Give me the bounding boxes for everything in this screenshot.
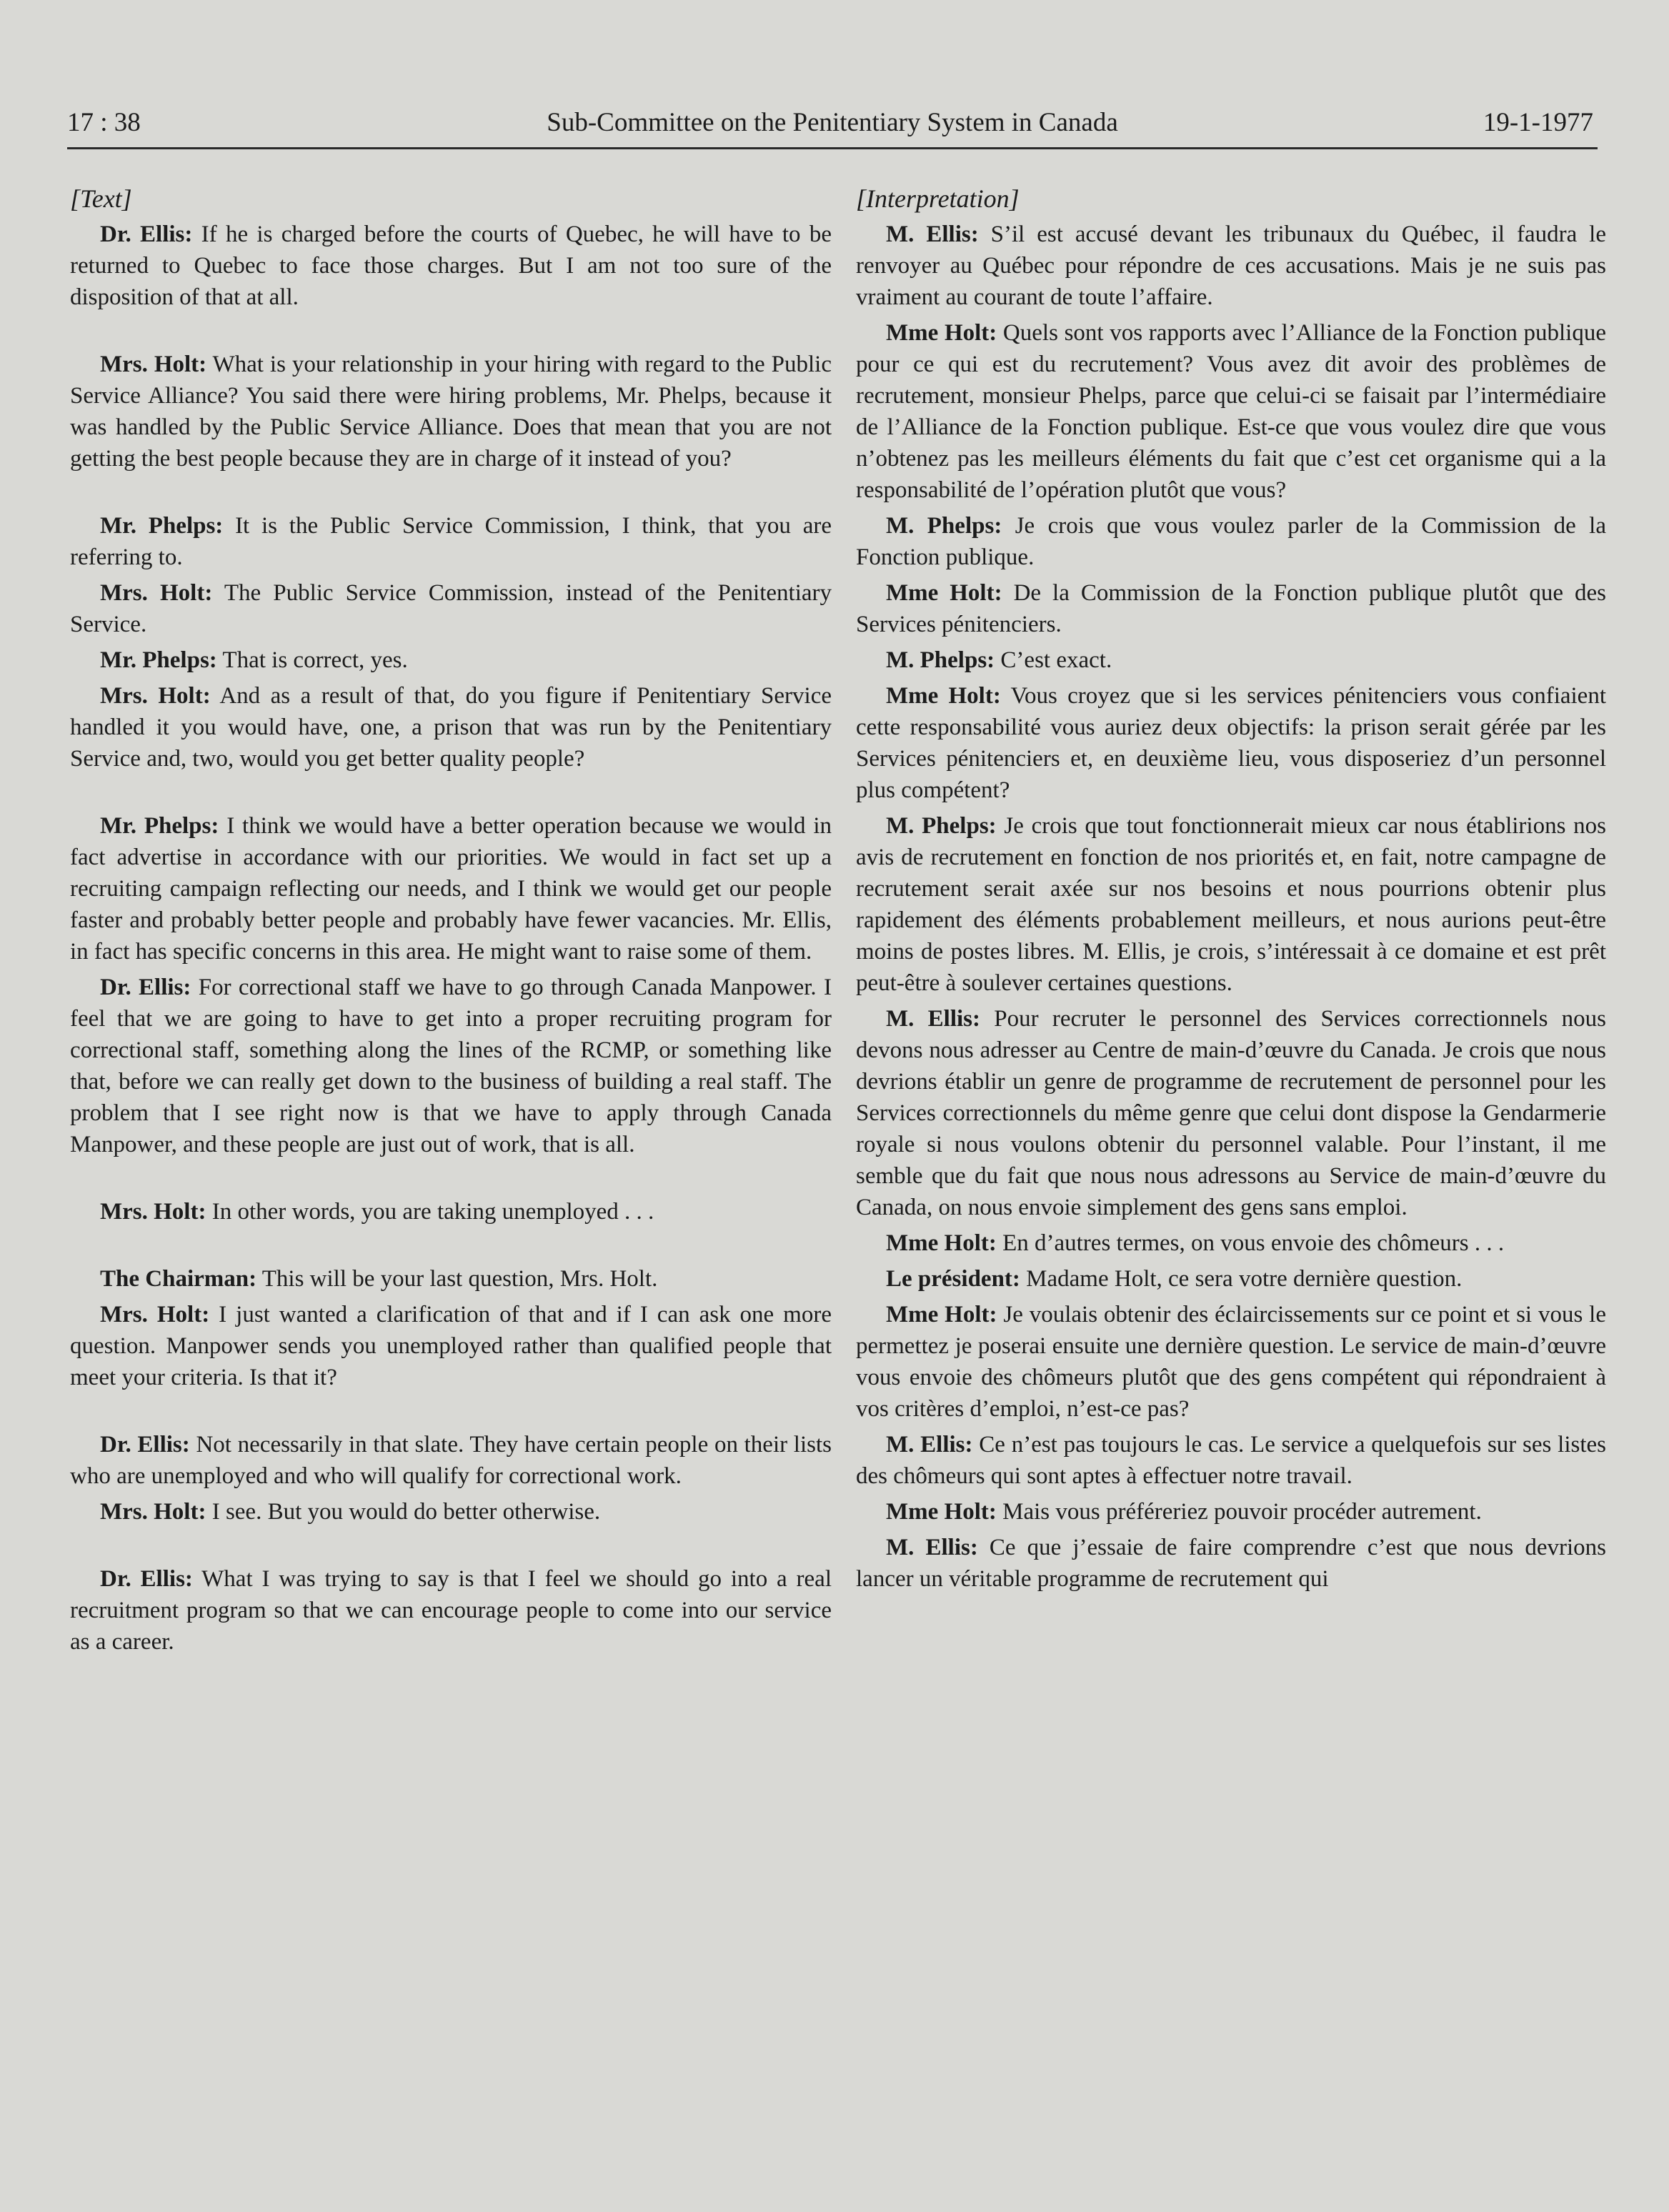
transcript-paragraph [856, 680, 1606, 806]
transcript-paragraph [70, 680, 832, 774]
speaker-name: Mme Holt: [886, 580, 1002, 606]
speech-text: De la Commission de la Fonction publique plutôt que des Services pénitenciers. [856, 580, 1606, 637]
transcript-paragraph [70, 1563, 832, 1658]
transcript-paragraph [70, 810, 832, 967]
speech-text: Je crois que vous voulez parler de la Commission de la Fonction publique. [856, 513, 1606, 570]
section-tag: [Text] [70, 184, 132, 213]
speech-text: If he is charged before the courts of Quebec, he will have to be returned to Quebec to face those charges. But I am not too sure of the disposition of that at all. [70, 221, 832, 310]
speech-text: Madame Holt, ce sera votre dernière question. [1020, 1266, 1463, 1292]
section-tag: [Interpretation] [856, 184, 1020, 213]
speech-text: Vous croyez que si les services pénitenciers vous confiaient cette responsabilité vous auriez deux objectifs: la prison serait gérée par les Services pénitenciers et, en deuxième lieu, vous disposeriez d’un personnel plus compétent? [856, 683, 1606, 803]
transcript-paragraph [856, 317, 1606, 506]
speaker-name: Mme Holt: [886, 320, 997, 346]
speech-text: Mais vous préféreriez pouvoir procéder autrement. [996, 1499, 1482, 1525]
speaker-name: M. Phelps: [886, 513, 1002, 539]
speaker-name: M. Phelps: [886, 647, 995, 673]
speech-text: Pour recruter le personnel des Services correctionnels nous devons nous adresser au Centre de main-d’œuvre du Canada. Je crois que nous devrions établir un genre de programme de recrutement de personnel pour les Services correctionnels du même genre que celui dont dispose la Gendarmerie royale si nous voulons obtenir du personnel valable. Pour l’instant, il me semble que du fait que nous nous adressons au Service de main-d’œuvre du Canada, on nous envoie simplement des gens sans emploi. [856, 1006, 1606, 1220]
transcript-paragraph [856, 810, 1606, 999]
speaker-name: M. Phelps: [886, 813, 997, 839]
header-title: Sub-Committee on the Penitentiary System in Canada [547, 108, 1118, 137]
transcript-paragraph [856, 1227, 1606, 1259]
speaker-name: Mme Holt: [886, 1230, 997, 1256]
transcript-paragraph [70, 644, 832, 676]
speaker-name: Mrs. Holt: [100, 683, 211, 709]
speaker-name: M. Ellis: [886, 221, 979, 247]
speech-text: For correctional staff we have to go through Canada Manpower. I feel that we are going to have to get into a proper recruiting program for correctional staff, something along the lines of the RCMP, or something like that, before we can really get down to the business of building a real staff. The problem that I see right now is that we have to apply through Canada Manpower, and these people are just out of work, that is all. [70, 975, 832, 1157]
page-number: 17 : 38 [67, 108, 141, 137]
transcript-paragraph [856, 577, 1606, 640]
transcript-paragraph [856, 1299, 1606, 1425]
speech-text: C’est exact. [995, 647, 1112, 673]
transcript-paragraph [856, 510, 1606, 573]
speech-text: That is correct, yes. [216, 647, 408, 673]
transcript-paragraph [856, 1429, 1606, 1492]
speaker-name: Dr. Ellis: [100, 975, 191, 1000]
speaker-name: M. Ellis: [886, 1006, 980, 1032]
speaker-name: Mrs. Holt: [100, 1199, 206, 1225]
speech-text: And as a result of that, do you figure if Penitentiary Service handled it you would have, one, a prison that was run by the Penitentiary Service and, two, would you get better quality people? [70, 683, 832, 772]
speaker-name: Mme Holt: [886, 1302, 997, 1327]
speaker-name: Mme Holt: [886, 1499, 997, 1525]
speech-text: The Public Service Commission, instead of the Penitentiary Service. [70, 580, 832, 637]
speech-text: Je crois que tout fonctionnerait mieux car nous établirions nos avis de recrutement en fonction de nos priorités et, en fait, notre campagne de recrutement serait axée sur nos besoins et nous pourrions obtenir plus rapidement des éléments probablement meilleurs, et nous aurions peut-être moins de postes libres. M. Ellis, je crois, s’intéressait à ce domaine et est prêt peut-être à soulever certaines questions. [856, 813, 1606, 996]
transcript-paragraph [70, 1196, 832, 1227]
speaker-name: Mrs. Holt: [100, 1302, 210, 1327]
speaker-name: Mr. Phelps: [100, 513, 224, 539]
speaker-name: Mrs. Holt: [100, 352, 207, 377]
speech-text: I just wanted a clarification of that and if I can ask one more question. Manpower sends you unemployed rather than qualified people that meet your criteria. Is that it? [70, 1302, 832, 1390]
speaker-name: Mme Holt: [886, 683, 1001, 709]
speech-text: What is your relationship in your hiring with regard to the Public Service Alliance? You said there were hiring problems, Mr. Phelps, because it was handled by the Public Service Alliance. Does that mean that you are not getting the best people because they are in charge of it instead of you? [70, 352, 832, 472]
transcript-paragraph [70, 1263, 832, 1295]
transcript-paragraph [856, 1532, 1606, 1595]
speech-text: En d’autres termes, on vous envoie des chômeurs . . . [996, 1230, 1505, 1256]
speech-text: I think we would have a better operation because we would in fact advertise in accordance with our priorities. We would in fact set up a recruiting campaign reflecting our needs, and I think we would get our people faster and probably better people and probably have fewer vacancies. Mr. Ellis, in fact has specific concerns in this area. He might want to raise some of them. [70, 813, 832, 965]
speech-text: Je voulais obtenir des éclaircissements sur ce point et si vous le permettez je poserai ensuite une dernière question. Le service de main-d’œuvre vous envoie des chômeurs plutôt que des gens compétent qui répondraient à vos critères d’emploi, n’est-ce pas? [856, 1302, 1606, 1422]
header-date: 19-1-1977 [1483, 108, 1593, 137]
transcript-paragraph [70, 972, 832, 1160]
speech-text: Ce n’est pas toujours le cas. Le service a quelquefois sur ses listes des chômeurs qui sont aptes à effectuer notre travail. [856, 1432, 1606, 1489]
speaker-name: Mr. Phelps: [100, 647, 217, 673]
speaker-name: Dr. Ellis: [100, 1566, 193, 1592]
transcript-paragraph [856, 1496, 1606, 1528]
speech-text: S’il est accusé devant les tribunaux du Québec, il faudra le renvoyer au Québec pour répondre de ces accusations. Mais je ne suis pas vraiment au courant de toute l’affaire. [856, 221, 1606, 310]
speech-text: In other words, you are taking unemployed . . . [206, 1199, 654, 1225]
speech-text: Quels sont vos rapports avec l’Alliance de la Fonction publique pour ce qui est du recrutement? Vous avez dit avoir des problèmes de recrutement, monsieur Phelps, parce que celui-ci se faisait par l’intermédiaire de l’Alliance de la Fonction publique. Est-ce que vous voulez dire que vous n’obtenez pas les meilleurs éléments du fait que c’est cet organisme qui a la responsabilité de l’opération plutôt que vous? [856, 320, 1606, 503]
speaker-name: Dr. Ellis: [100, 221, 193, 247]
transcript-paragraph [70, 510, 832, 573]
english-column [70, 183, 832, 1658]
transcript-paragraph [70, 577, 832, 640]
transcript-paragraph [70, 1299, 832, 1393]
speech-text: Ce que j’essaie de faire comprendre c’est que nous devrions lancer un véritable programme de recrutement qui [856, 1535, 1606, 1592]
speaker-name: Mrs. Holt: [100, 1499, 206, 1525]
transcript-paragraph [856, 1003, 1606, 1223]
speaker-name: M. Ellis: [886, 1432, 973, 1458]
speaker-name: The Chairman: [100, 1266, 257, 1292]
speech-text: What I was trying to say is that I feel we should go into a real recruitment program so that we can encourage people to come into our service as a career. [70, 1566, 832, 1655]
speech-text: It is the Public Service Commission, I think, that you are referring to. [70, 513, 832, 570]
speaker-name: M. Ellis: [886, 1535, 978, 1560]
transcript-paragraph [856, 219, 1606, 313]
speaker-name: Le président: [886, 1266, 1020, 1292]
french-column [856, 183, 1606, 1595]
speech-text: Not necessarily in that slate. They have certain people on their lists who are unemployed and who will qualify for correctional work. [70, 1432, 832, 1489]
speaker-name: Mrs. Holt: [100, 580, 213, 606]
speaker-name: Mr. Phelps: [100, 813, 219, 839]
transcript-paragraph [856, 1263, 1606, 1295]
speech-text: I see. But you would do better otherwise. [206, 1499, 601, 1525]
transcript-paragraph [856, 644, 1606, 676]
page-header [67, 100, 1598, 149]
speech-text: This will be your last question, Mrs. Holt. [256, 1266, 658, 1292]
speaker-name: Dr. Ellis: [100, 1432, 190, 1458]
transcript-paragraph [70, 1429, 832, 1492]
transcript-paragraph [70, 219, 832, 313]
transcript-paragraph [70, 1496, 832, 1528]
transcript-paragraph [70, 349, 832, 474]
